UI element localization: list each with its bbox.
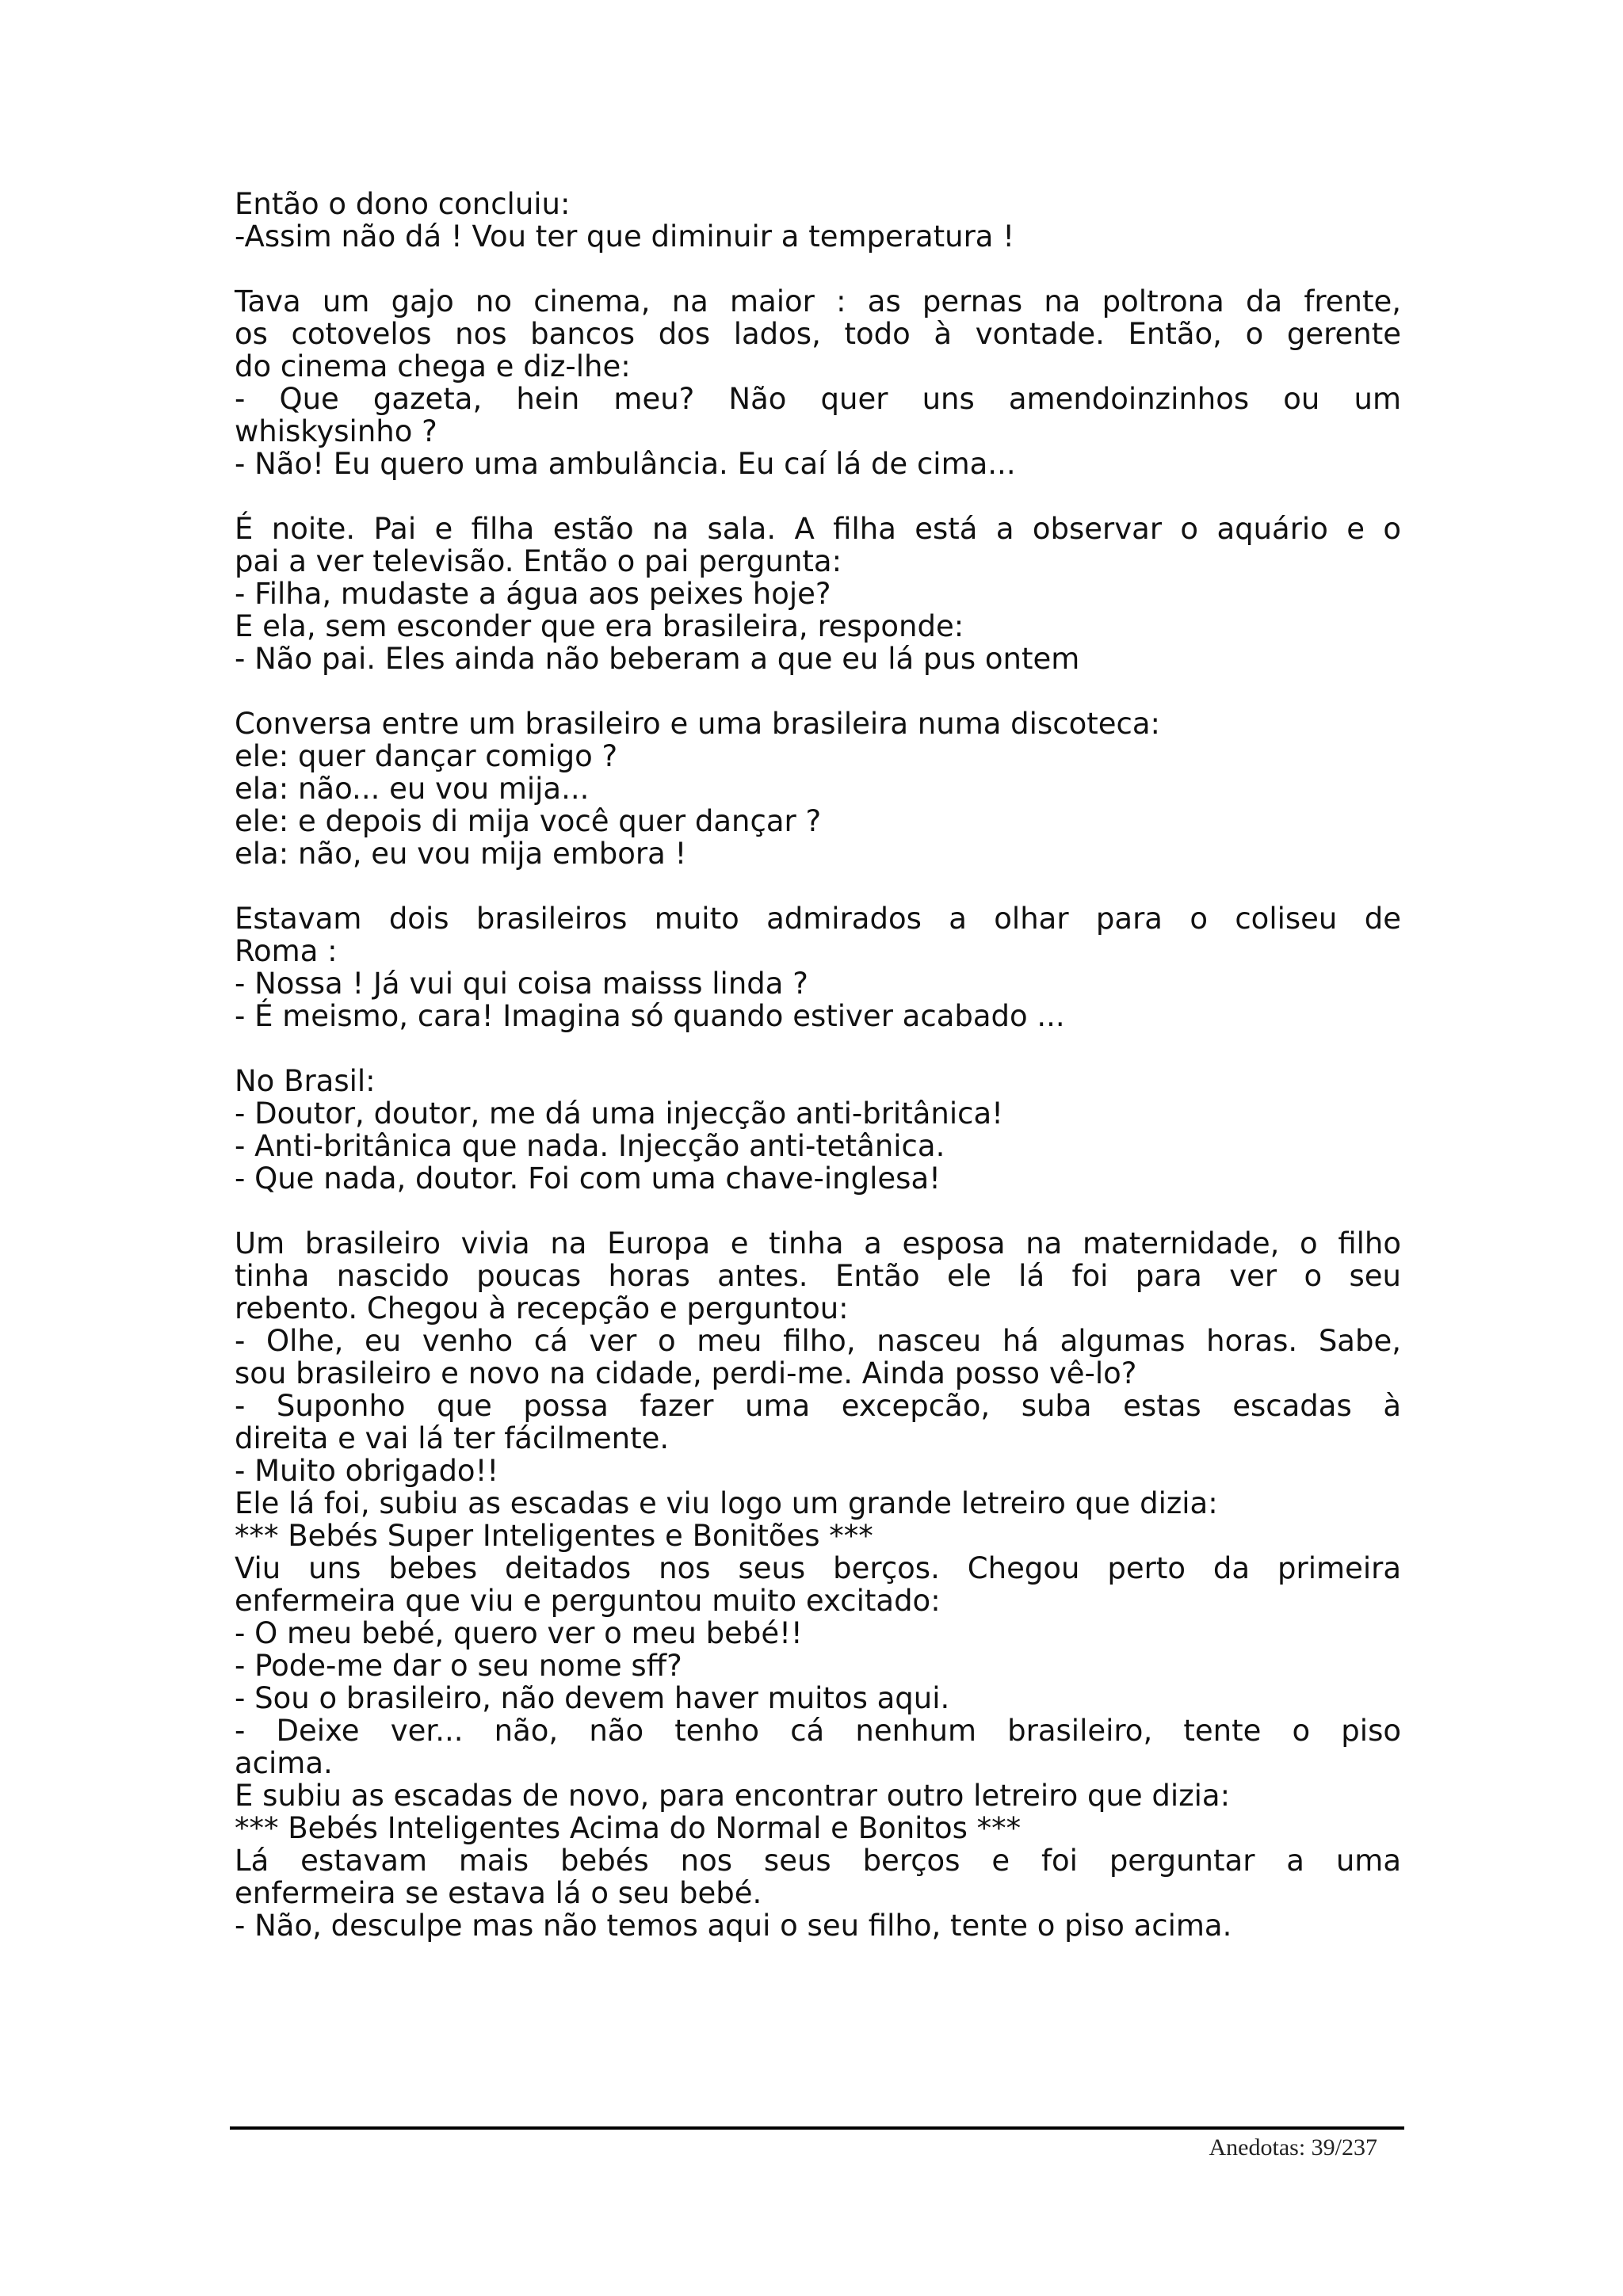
- joke-block: [235, 1227, 1401, 1942]
- joke-block: [235, 513, 1401, 675]
- text-line: enfermeira se estava lá o seu bebé.: [235, 1876, 762, 1910]
- text-line: acima.: [235, 1746, 333, 1780]
- text-line: - Anti-britânica que nada. Injecção anti-tetânica.: [235, 1129, 945, 1163]
- text-line: tinha nascido poucas horas antes. Então ele lá foi para ver o seu: [235, 1259, 1401, 1293]
- text-line: - Suponho que possa fazer uma excepcão, suba estas escadas à: [235, 1389, 1401, 1423]
- text-line: *** Bebés Super Inteligentes e Bonitões ***: [235, 1519, 873, 1553]
- text-line: - Deixe ver... não, não tenho cá nenhum brasileiro, tente o piso: [235, 1714, 1401, 1748]
- footer-divider: [230, 2126, 1404, 2130]
- page-number: Anedotas: 39/237: [1209, 2134, 1377, 2161]
- text-line: - Muito obrigado!!: [235, 1454, 499, 1488]
- text-line: -Assim não dá ! Vou ter que diminuir a temperatura !: [235, 219, 1015, 254]
- text-line: - Sou o brasileiro, não devem haver muitos aqui.: [235, 1681, 950, 1715]
- text-line: pai a ver televisão. Então o pai pergunta:: [235, 544, 842, 578]
- joke-block: [235, 188, 1401, 253]
- text-line: direita e vai lá ter fácilmente.: [235, 1421, 670, 1455]
- text-line: Roma :: [235, 934, 338, 968]
- text-line: - Pode-me dar o seu nome sff?: [235, 1649, 682, 1683]
- text-line: Estavam dois brasileiros muito admirados a olhar para o coliseu de: [235, 902, 1401, 936]
- text-line: Lá estavam mais bebés nos seus berços e foi perguntar a uma: [235, 1844, 1401, 1878]
- text-line: ele: e depois di mija você quer dançar ?: [235, 804, 822, 838]
- text-line: enfermeira que viu e perguntou muito excitado:: [235, 1584, 941, 1618]
- text-line: ela: não, eu vou mija embora !: [235, 837, 687, 871]
- text-line: ela: não... eu vou mija...: [235, 772, 590, 806]
- text-line: - Nossa ! Já vui qui coisa maisss linda ?: [235, 967, 808, 1001]
- text-line: - Não pai. Eles ainda não beberam a que eu lá pus ontem: [235, 642, 1080, 676]
- text-line: - É meismo, cara! Imagina só quando estiver acabado ...: [235, 999, 1065, 1033]
- text-line: os cotovelos nos bancos dos lados, todo à vontade. Então, o gerente: [235, 317, 1401, 351]
- text-line: - Doutor, doutor, me dá uma injecção anti-britânica!: [235, 1097, 1003, 1131]
- text-line: É noite. Pai e filha estão na sala. A filha está a observar o aquário e o: [235, 512, 1401, 546]
- text-line: - Não! Eu quero uma ambulância. Eu caí lá de cima...: [235, 447, 1016, 481]
- text-line: Um brasileiro vivia na Europa e tinha a esposa na maternidade, o filho: [235, 1226, 1401, 1261]
- text-line: E ela, sem esconder que era brasileira, responde:: [235, 609, 964, 643]
- joke-block: [235, 1065, 1401, 1195]
- joke-block: [235, 285, 1401, 480]
- text-line: No Brasil:: [235, 1064, 376, 1098]
- text-line: ele: quer dançar comigo ?: [235, 739, 618, 773]
- text-line: - Filha, mudaste a água aos peixes hoje?: [235, 577, 831, 611]
- text-line: E subiu as escadas de novo, para encontrar outro letreiro que dizia:: [235, 1779, 1231, 1813]
- joke-block: [235, 902, 1401, 1032]
- text-line: Tava um gajo no cinema, na maior : as pernas na poltrona da frente,: [235, 284, 1401, 318]
- text-line: - Não, desculpe mas não temos aqui o seu filho, tente o piso acima.: [235, 1909, 1232, 1943]
- text-line: rebento. Chegou à recepção e perguntou:: [235, 1291, 849, 1325]
- text-line: - Que nada, doutor. Foi com uma chave-inglesa!: [235, 1161, 941, 1196]
- text-line: sou brasileiro e novo na cidade, perdi-me. Ainda posso vê-lo?: [235, 1356, 1137, 1390]
- text-line: - O meu bebé, quero ver o meu bebé!!: [235, 1616, 803, 1650]
- text-line: - Olhe, eu venho cá ver o meu filho, nasceu há algumas horas. Sabe,: [235, 1324, 1401, 1358]
- text-line: whiskysinho ?: [235, 414, 437, 448]
- text-line: Então o dono concluiu:: [235, 187, 571, 221]
- joke-block: [235, 707, 1401, 870]
- text-line: *** Bebés Inteligentes Acima do Normal e Bonitos ***: [235, 1811, 1022, 1845]
- page-body: [235, 188, 1401, 1974]
- text-line: do cinema chega e diz-lhe:: [235, 349, 631, 383]
- text-line: - Que gazeta, hein meu? Não quer uns amendoinzinhos ou um: [235, 382, 1401, 416]
- text-line: Viu uns bebes deitados nos seus berços. Chegou perto da primeira: [235, 1551, 1401, 1585]
- text-line: Ele lá foi, subiu as escadas e viu logo um grande letreiro que dizia:: [235, 1486, 1218, 1520]
- text-line: Conversa entre um brasileiro e uma brasileira numa discoteca:: [235, 707, 1160, 741]
